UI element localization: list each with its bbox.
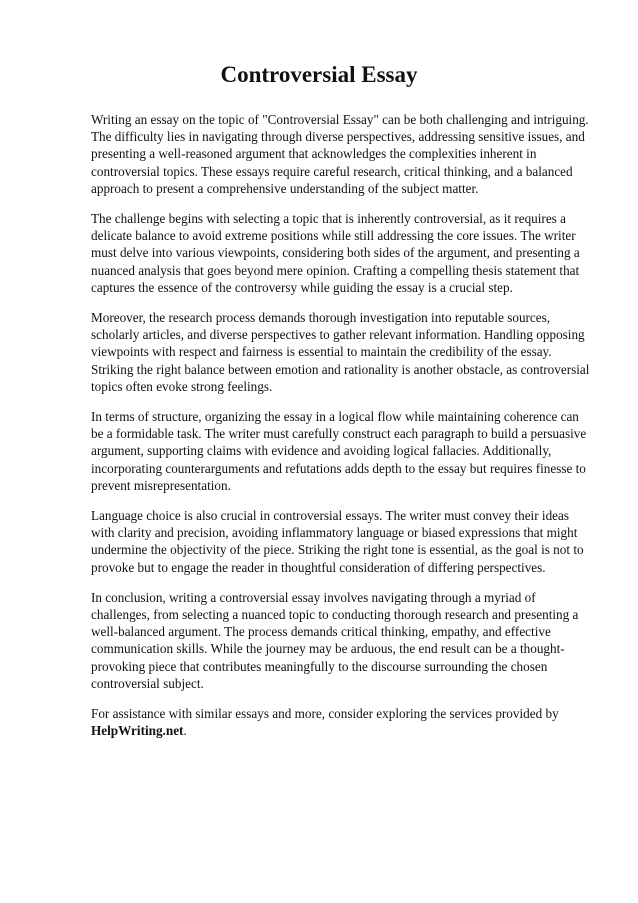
- page-title: Controversial Essay: [220, 62, 418, 87]
- paragraph-1: Writing an essay on the topic of "Controversial Essay" can be both challenging and intriguing. The difficulty lies in navigating through diverse perspectives, addressing sensitive issues, and presenting a well-reasoned argument that acknowledges the complexities inherent in controversial topics. These essays require careful research, critical thinking, and a balanced approach to present a comprehensive understanding of the subject matter.: [91, 112, 589, 196]
- paragraph-6: In conclusion, writing a controversial essay involves navigating through a myriad of challenges, from selecting a nuanced topic to conducting thorough research and presenting a well-balanced argument. The process demands critical thinking, empathy, and effective communication skills. While the journey may be arduous, the end result can be a thought-provoking piece that contributes meaningfully to the discourse surrounding the chosen controversial subject.: [91, 589, 579, 691]
- closing-period: .: [183, 723, 187, 739]
- paragraph-2: The challenge begins with selecting a topic that is inherently controversial, as it requires a delicate balance to avoid extreme positions while still addressing the core issues. The writer must delve into various viewpoints, considering both sides of the argument, and presenting a nuanced analysis that goes beyond mere opinion. Crafting a compelling thesis statement that captures the essence of the controversy while guiding the essay is a crucial step.: [91, 211, 580, 295]
- paragraph-3: Moreover, the research process demands thorough investigation into reputable sources, scholarly articles, and diverse perspectives to gather relevant information. Handling opposing viewpoints with respect and fairness is essential to maintain the credibility of the essay. Striking the right balance between emotion and rationality is another obstacle, as controversial topics often evoke strong feelings.: [91, 310, 590, 394]
- brand-name: HelpWriting.net: [91, 723, 184, 739]
- closing-paragraph: [91, 705, 594, 739]
- paragraph-4: In terms of structure, organizing the essay in a logical flow while maintaining coherence can be a formidable task. The writer must carefully construct each paragraph to build a persuasive argument, supporting claims with evidence and avoiding logical fallacies. Additionally, incorporating counterarguments and refutations adds depth to the essay but requires finesse to prevent misrepresentation.: [91, 409, 587, 493]
- paragraph-5: Language choice is also crucial in controversial essays. The writer must convey their ideas with clarity and precision, avoiding inflammatory language or biased expressions that might undermine the objectivity of the piece. Striking the right tone is essential, as the goal is not to provoke but to engage the reader in thoughtful consideration of differing perspectives.: [91, 508, 584, 575]
- closing-text: For assistance with similar essays and more, consider exploring the services provided by: [91, 706, 559, 722]
